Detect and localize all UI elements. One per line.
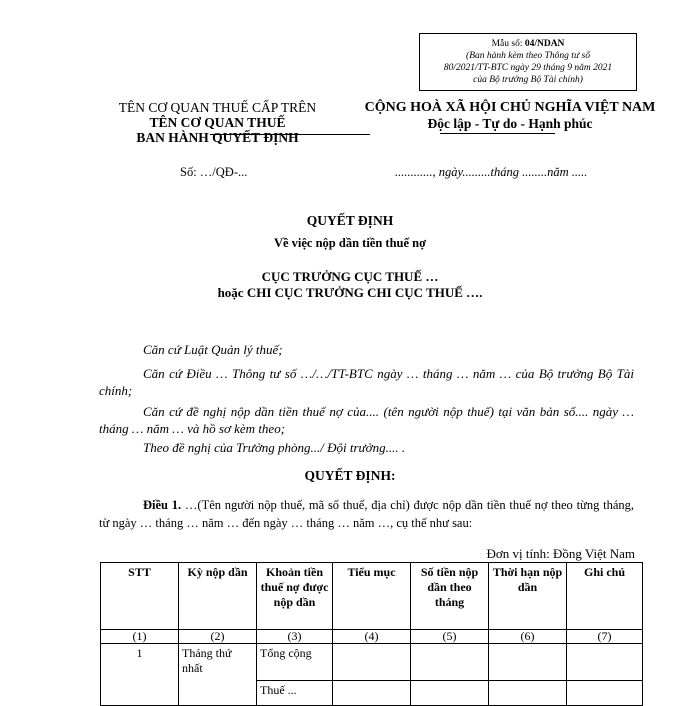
form-note-line2: 80/2021/TT-BTC ngày 29 tháng 9 năm 2021: [443, 63, 613, 73]
col-header: Kỳ nộp dần: [179, 563, 257, 630]
basis-paragraph: Căn cứ Luật Quản lý thuế;: [143, 342, 283, 357]
col-header: Số tiền nộp dần theo tháng: [411, 563, 489, 630]
agency-line3: BAN HÀNH QUYẾT ĐỊNH: [136, 130, 299, 145]
issuing-agency: [95, 100, 340, 145]
form-code-box: [419, 33, 637, 91]
document-number: Số: …/QĐ-...: [180, 165, 248, 179]
legal-basis: [99, 403, 634, 437]
col-number: (4): [333, 630, 411, 644]
decision-heading: QUYẾT ĐỊNH:: [304, 468, 396, 483]
item-cell: Thuế ...: [257, 681, 333, 706]
col-number: (5): [411, 630, 489, 644]
empty-cell: [411, 681, 489, 706]
col-header: Thời hạn nộp dần: [489, 563, 567, 630]
article-1: [99, 496, 634, 532]
authority-line1: CỤC TRƯỞNG CỤC THUẾ …: [261, 269, 439, 284]
basis-paragraph: Căn cứ đề nghị nộp dần tiền thuế nợ của.... (tên người nộp thuế) tại văn bản số.... ngày … tháng … năm … và hồ sơ kèm theo;: [99, 404, 634, 436]
basis-paragraph: Căn cứ Điều … Thông tư số …/…/TT-BTC ngày … tháng … năm … của Bộ trưởng Bộ Tài chính;: [99, 366, 634, 398]
nation-motto: Độc lập - Tự do - Hạnh phúc: [427, 116, 593, 131]
legal-basis: [99, 439, 634, 456]
nation-divider: [440, 133, 555, 134]
agency-line2: TÊN CƠ QUAN THUẾ: [149, 115, 286, 130]
national-header: [355, 100, 665, 132]
empty-cell: [411, 644, 489, 681]
agency-line1: TÊN CƠ QUAN THUẾ CẤP TRÊN: [118, 100, 317, 115]
form-note-line3: của Bộ trưởng Bộ Tài chính): [473, 75, 583, 85]
col-number: (2): [179, 630, 257, 644]
basis-paragraph: Theo đề nghị của Trưởng phòng.../ Đội trưởng.... .: [143, 440, 406, 455]
empty-cell: [567, 644, 643, 681]
empty-cell: [333, 681, 411, 706]
col-number: (3): [257, 630, 333, 644]
empty-cell: [489, 644, 567, 681]
form-code: Mẫu số: 04/NDAN: [491, 39, 565, 49]
document-date: ............, ngày.........tháng ........năm .....: [395, 165, 588, 179]
table-header-row: [101, 563, 643, 630]
col-number: (1): [101, 630, 179, 644]
col-header: Ghi chú: [567, 563, 643, 630]
article-text: …(Tên người nộp thuế, mã số thuế, địa chỉ) được nộp dần tiền thuế nợ theo từng tháng, từ ngày … tháng … năm … đến ngày … tháng … năm …, cụ thể như sau:: [99, 498, 635, 530]
col-header: Khoản tiền thuế nợ được nộp dần: [257, 563, 333, 630]
legal-basis: [99, 341, 634, 358]
document-title: QUYẾT ĐỊNH: [306, 213, 394, 228]
stt-cell: 1: [101, 644, 179, 706]
article-label: Điều 1.: [143, 498, 182, 512]
nation-line1: CỘNG HOÀ XÃ HỘI CHỦ NGHĨA VIỆT NAM: [364, 100, 656, 115]
item-cell: Tổng cộng: [257, 644, 333, 681]
period-cell: Tháng thứ nhất: [179, 644, 257, 706]
col-header: Tiểu mục: [333, 563, 411, 630]
currency-unit-note: Đơn vị tính: Đồng Việt Nam: [486, 546, 635, 561]
empty-cell: [567, 681, 643, 706]
col-number: (6): [489, 630, 567, 644]
col-number: (7): [567, 630, 643, 644]
authority-line2: hoặc CHI CỤC TRƯỞNG CHI CỤC THUẾ ….: [217, 285, 483, 300]
table-row: [101, 644, 643, 681]
column-number-row: [101, 630, 643, 644]
form-note-line1: (Ban hành kèm theo Thông tư số: [466, 51, 590, 61]
empty-cell: [333, 644, 411, 681]
document-subject: Về việc nộp dần tiền thuế nợ: [273, 236, 427, 250]
empty-cell: [489, 681, 567, 706]
col-header: STT: [101, 563, 179, 630]
installment-table: [100, 562, 643, 706]
legal-basis: [99, 365, 634, 399]
agency-divider: [210, 134, 370, 135]
